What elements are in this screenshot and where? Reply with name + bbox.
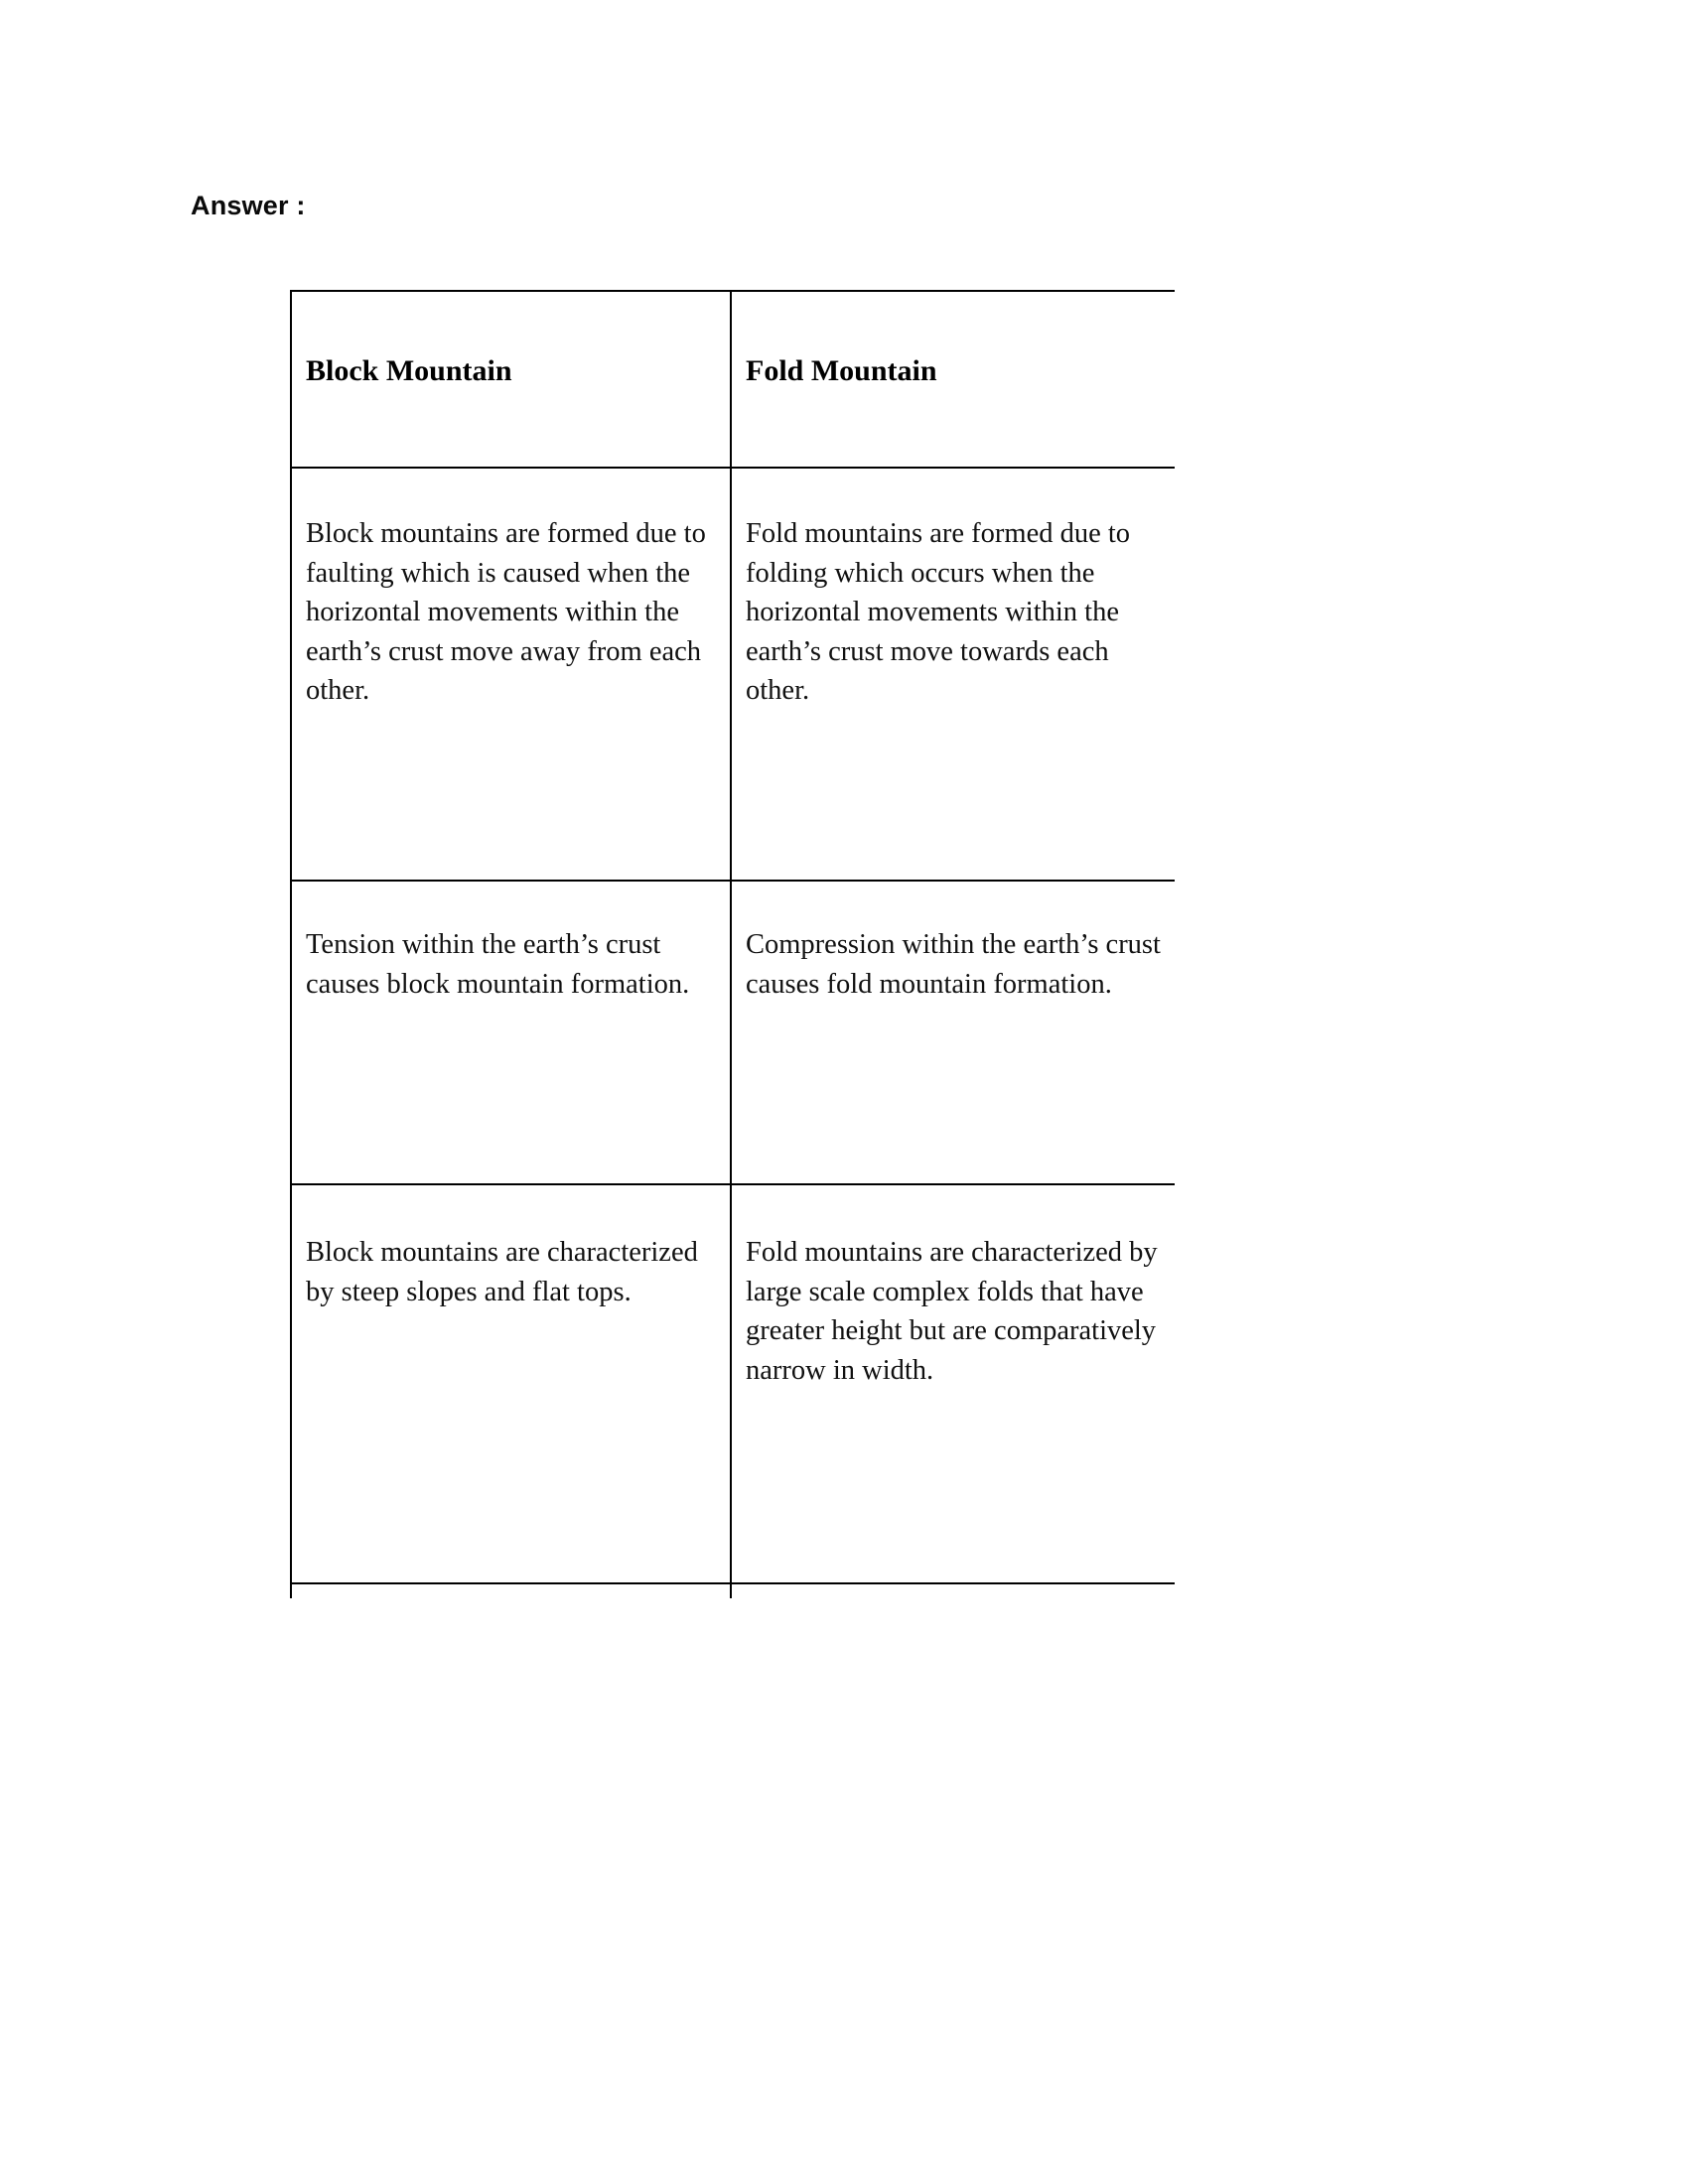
comparison-table (290, 290, 1175, 1598)
column-header-fold-mountain: Fold Mountain (746, 354, 937, 387)
table-cell-block-mountain-formation (291, 468, 731, 881)
cell-text: Block mountains are characterized by steep slopes and flat tops. (306, 1237, 698, 1307)
answer-heading: Answer : (191, 191, 306, 220)
table-header-row (291, 291, 1175, 468)
table-cell-block-mountain-tension (291, 881, 731, 1184)
cell-text: Fold mountains are formed due to folding which occurs when the horizontal movements within the earth’s crust move towards each other. (746, 518, 1131, 707)
table-header-cell-fold-mountain (731, 291, 1175, 468)
table-cell-truncated-left (291, 1583, 731, 1598)
column-header-block-mountain: Block Mountain (306, 354, 512, 387)
cell-text: Tension within the earth’s crust causes block mountain formation. (306, 929, 690, 1000)
table-cell-truncated-right (731, 1583, 1175, 1598)
table-cell-fold-mountain-compression (731, 881, 1175, 1184)
cell-text (292, 1584, 730, 1598)
comparison-table-container (290, 290, 1175, 1598)
table-header-cell-block-mountain (291, 291, 731, 468)
table-row (291, 881, 1175, 1184)
table-row (291, 1184, 1175, 1583)
cell-text (732, 1584, 1175, 1598)
cell-text: Fold mountains are characterized by large scale complex folds that have greater height but are comparatively narrow in width. (746, 1237, 1158, 1386)
table-row-truncated (291, 1583, 1175, 1598)
table-cell-block-mountain-characteristics (291, 1184, 731, 1583)
table-cell-fold-mountain-formation (731, 468, 1175, 881)
table-row (291, 468, 1175, 881)
table-cell-fold-mountain-characteristics (731, 1184, 1175, 1583)
cell-text: Compression within the earth’s crust causes fold mountain formation. (746, 929, 1161, 1000)
cell-text: Block mountains are formed due to faulting which is caused when the horizontal movements within the earth’s crust move away from each other. (306, 518, 706, 707)
